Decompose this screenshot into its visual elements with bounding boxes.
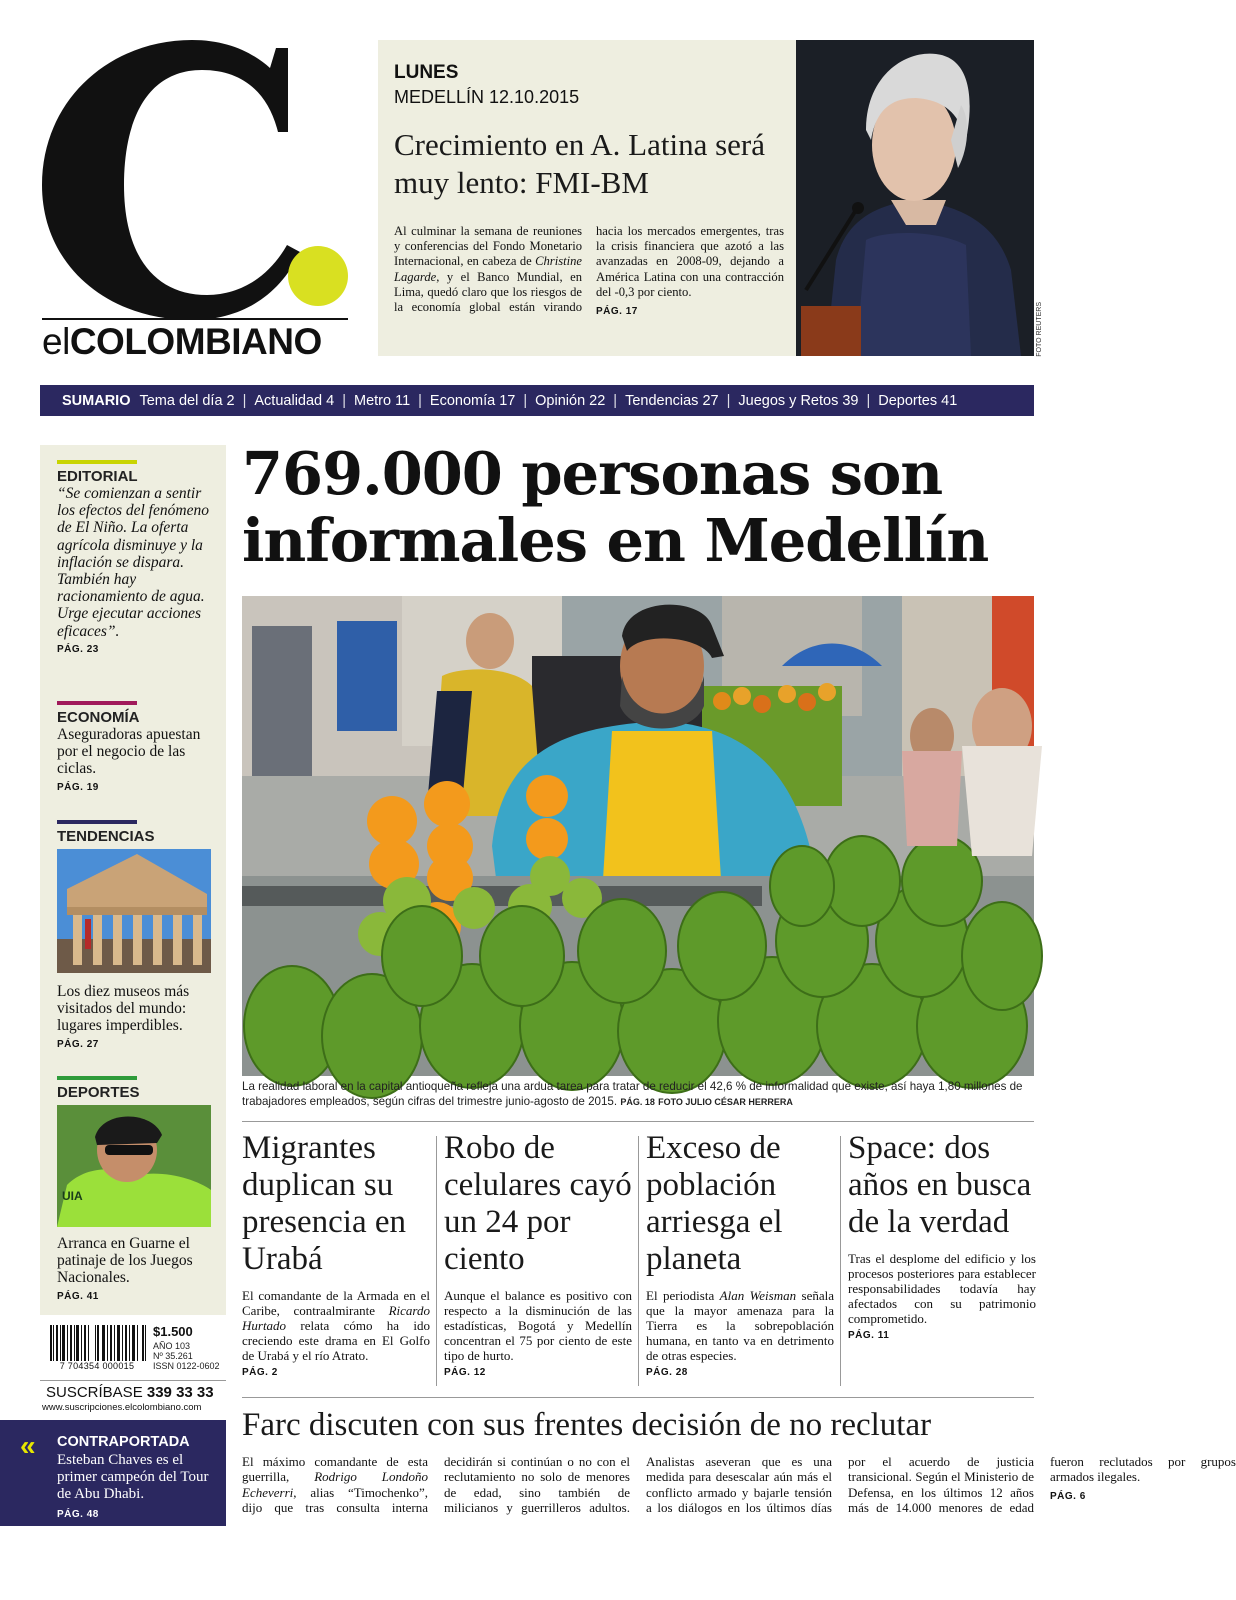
- caption-credit: FOTO JULIO CÉSAR HERRERA: [658, 1097, 793, 1107]
- main-headline[interactable]: 769.000 personas son informales en Medellín: [242, 439, 989, 575]
- sumario-item[interactable]: Tendencias 27: [625, 392, 719, 409]
- top-story-photo: [796, 40, 1034, 356]
- top-story-headline[interactable]: Crecimiento en A. Latina será muy lento: FMI-BM: [394, 127, 766, 200]
- story-body: [646, 1288, 834, 1363]
- contraportada-title: CONTRAPORTADA: [57, 1434, 190, 1450]
- logo-dot: [288, 246, 348, 306]
- deportes-photo: [57, 1105, 211, 1227]
- logo-el: el: [42, 321, 70, 362]
- sidebar-editorial[interactable]: [57, 460, 217, 655]
- subscribe-phone: 339 33 33: [146, 1384, 214, 1401]
- bottom-text-2: , alias “Timochenko”, dijo que tras consulta interna decidirán si continúan o no con el reclutamiento no solo de menores de edad, sino también de milicianos y guerrilleros adultos. Analistas aseveran que es una medida para desescalar aún más el conflicto armado y bajarle tensión a los diálogos en los últimos días por el acuerdo de justicia transicional. Según el Ministerio de Defensa, en los últimos 12 años más de 14.000 menores de edad fueron reclutados por grupos armados ilegales.: [242, 1454, 1236, 1515]
- sumario-item[interactable]: Economía 17: [429, 392, 516, 409]
- section-title: DEPORTES: [57, 1084, 140, 1101]
- sumario-sep: |: [866, 392, 871, 409]
- section-color-bar: [57, 1076, 137, 1080]
- contraportada-page[interactable]: PÁG. 48: [57, 1509, 99, 1520]
- svg-text:UIA: UIA: [62, 1189, 83, 1203]
- divider: [40, 1380, 226, 1381]
- sumario-item[interactable]: Tema del día 2: [139, 392, 235, 409]
- section-title: TENDENCIAS: [57, 828, 155, 845]
- story-page[interactable]: PÁG. 28: [646, 1367, 688, 1378]
- top-story-body: [394, 224, 784, 319]
- section-title: EDITORIAL: [57, 468, 138, 485]
- sumario-sep: |: [342, 392, 346, 409]
- sumario-item[interactable]: Actualidad 4: [254, 392, 335, 409]
- issue-year: AÑO 103: [153, 1341, 191, 1351]
- top-photo-credit: FOTO REUTERS: [1036, 302, 1043, 357]
- section-page[interactable]: PÁG. 19: [57, 781, 99, 793]
- top-body-text: Al culminar la semana de reuniones y conferencias del Fondo Monetario Internacional, en cabeza de: [394, 224, 582, 269]
- story-page[interactable]: PÁG. 12: [444, 1367, 486, 1378]
- sumario-sep: |: [726, 392, 731, 409]
- sumario-sep: |: [242, 392, 247, 409]
- sumario-sep: |: [613, 392, 618, 409]
- section-page[interactable]: PÁG. 41: [57, 1290, 99, 1302]
- story-headline[interactable]: Space: dos años en busca de la verdad: [848, 1130, 1032, 1240]
- story-3[interactable]: [646, 1130, 834, 1378]
- sumario-item[interactable]: Opinión 22: [535, 392, 606, 409]
- logo-name: COLOMBIANO: [69, 321, 322, 362]
- story-name: Ricardo Hurtado: [242, 1303, 430, 1333]
- divider: [242, 1121, 1034, 1122]
- section-color-bar: [57, 460, 137, 464]
- sumario-item[interactable]: Deportes 41: [878, 392, 958, 409]
- contraportada-text: Esteban Chaves es el primer campeón del Tour de Abu Dhabi.: [57, 1452, 209, 1502]
- barcode-number: 7 704354 000015: [42, 1361, 152, 1371]
- subscribe-label: SUSCRÍBASE: [46, 1384, 143, 1401]
- bottom-name: Rodrigo Londoño Echeverri: [242, 1469, 428, 1500]
- sumario-sep: |: [418, 392, 422, 409]
- issue-info: [153, 1341, 220, 1372]
- sumario-bar: [40, 385, 1034, 416]
- price: $1.500: [153, 1324, 193, 1339]
- story-page[interactable]: PÁG. 11: [848, 1330, 890, 1341]
- issn: ISSN 0122-0602: [153, 1361, 220, 1372]
- story-name: Alan Weisman: [719, 1288, 797, 1303]
- sumario-item[interactable]: Juegos y Retos 39: [738, 392, 859, 409]
- bottom-story-body: [242, 1454, 1236, 1530]
- caption-page[interactable]: PÁG. 18: [620, 1097, 655, 1107]
- sumario-item[interactable]: Metro 11: [353, 392, 411, 409]
- top-story-page[interactable]: PÁG. 17: [596, 306, 638, 318]
- double-chevron-left-icon: «: [20, 1430, 36, 1461]
- main-photo: [242, 596, 1034, 1076]
- section-color-bar: [57, 701, 137, 705]
- main-caption: [242, 1079, 1034, 1110]
- column-divider: [436, 1136, 437, 1386]
- section-text: Arranca en Guarne el patinaje de los Juegos Nacionales.: [57, 1235, 193, 1287]
- section-title: ECONOMÍA: [57, 709, 140, 726]
- story-headline[interactable]: Robo de celulares cayó un 24 por ciento: [444, 1130, 632, 1277]
- story-body: [242, 1288, 430, 1363]
- story-page[interactable]: PÁG. 2: [242, 1367, 278, 1378]
- logo-mark: [42, 40, 352, 320]
- section-page[interactable]: PÁG. 27: [57, 1038, 99, 1050]
- story-text: Tras el desplome del edificio y los procesos posteriores para establecer responsabilidades todavía hay afectados con su patrimonio comprometido.: [848, 1251, 1036, 1326]
- story-headline[interactable]: Exceso de población arriesga el planeta: [646, 1130, 783, 1277]
- sidebar-deportes[interactable]: [57, 1076, 217, 1302]
- edition-date: MEDELLÍN 12.10.2015: [394, 87, 580, 107]
- sumario-label: SUMARIO: [62, 392, 131, 409]
- story-body: [848, 1251, 1036, 1326]
- column-divider: [840, 1136, 841, 1386]
- tendencias-photo: [57, 849, 211, 973]
- divider: [242, 1397, 1034, 1398]
- story-text-2: relata cómo ha ido creciendo este drama en El Golfo de Urabá y el río Atrato.: [242, 1318, 430, 1363]
- story-2[interactable]: [444, 1130, 632, 1378]
- section-text: “Se comienzan a sentir los efectos del fenómeno de El Niño. La oferta agrícola disminuye y la inflación se dispara. También hay racionamiento de agua. Urge ejecutar acciones eficaces”.: [57, 485, 209, 640]
- bottom-text: El máximo comandante de esta guerrilla,: [242, 1454, 428, 1485]
- section-color-bar: [57, 820, 137, 824]
- sumario-sep: |: [523, 392, 528, 409]
- issue-number: Nº 35.261: [153, 1351, 193, 1362]
- story-body: [444, 1288, 632, 1363]
- section-text: Aseguradoras apuestan por el negocio de las ciclas.: [57, 726, 201, 778]
- subscribe-url[interactable]: www.suscripciones.elcolombiano.com: [42, 1402, 202, 1413]
- logo-c-letter: [42, 40, 300, 320]
- story-1[interactable]: [242, 1130, 430, 1378]
- section-text: Los diez museos más visitados del mundo: lugares imperdibles.: [57, 983, 190, 1035]
- bottom-headline[interactable]: Farc discuten con sus frentes decisión de no reclutar: [242, 1407, 932, 1443]
- edition-day: LUNES: [394, 62, 459, 83]
- story-text: Aunque el balance es positivo con respecto a la disminución de las estadísticas, Bogotá y Medellín concentran el 75 por ciento de este tipo de hurto.: [444, 1288, 632, 1363]
- story-text: El comandante de la Armada en el Caribe, contraalmirante: [242, 1288, 430, 1318]
- section-page[interactable]: PÁG. 23: [57, 643, 99, 655]
- story-headline[interactable]: Migrantes duplican su presencia en Urabá: [242, 1130, 406, 1277]
- story-text-2: señala que la mayor amenaza para la Tierra es la sobrepoblación humana, en tanto va en detrimento de otras especies.: [646, 1288, 834, 1363]
- logo-wordmark[interactable]: [42, 322, 322, 362]
- logo-rule: [42, 318, 348, 320]
- column-divider: [638, 1136, 639, 1386]
- top-body-name: Christine Lagarde: [394, 254, 582, 284]
- caption-text: La realidad laboral en la capital antioqueña refleja una ardua tarea para tratar de reducir el 42,6 % de informalidad que existe, así haya 1,80 millones de trabajadores empleados, según cifras del trimestre junio-agosto de 2015.: [242, 1080, 1023, 1108]
- sidebar-economia[interactable]: [57, 701, 217, 793]
- story-text: El periodista: [646, 1288, 720, 1303]
- sidebar-tendencias[interactable]: [57, 820, 217, 1050]
- subscribe-line[interactable]: [46, 1384, 214, 1401]
- story-4[interactable]: [848, 1130, 1036, 1341]
- top-body-text-2: , y el Banco Mundial, en Lima, quedó claro que los riesgos de la economía global están virando hacia los mercados emergentes, tras la crisis financiera que azotó a las avanzadas en 2008-09, dejando a América Latina con una contracción del -0,3 por ciento.: [394, 224, 784, 315]
- bottom-page[interactable]: PÁG. 6: [1050, 1490, 1086, 1502]
